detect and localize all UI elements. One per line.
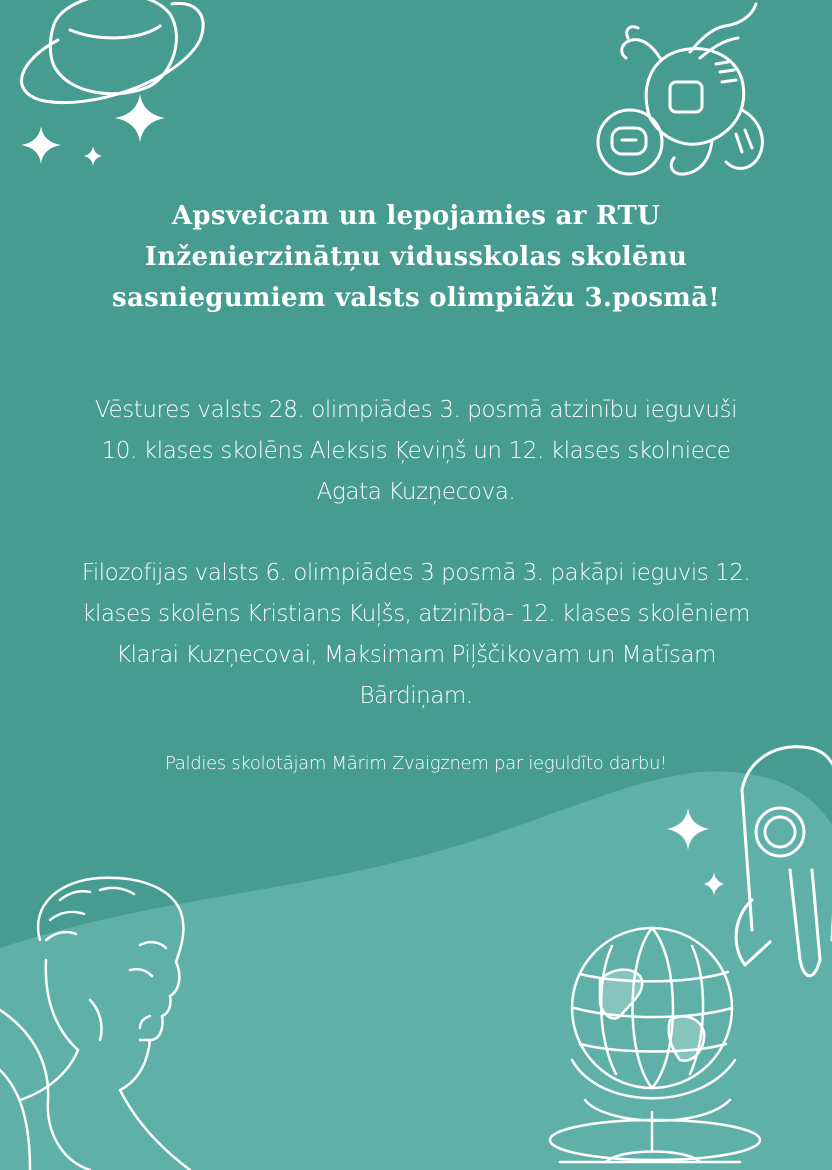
philosophy-olympiad-paragraph (0, 553, 832, 717)
paragraph-line: Klarai Kuzņecovai, Maksimam Piļščikovam un Matīsam (116, 642, 716, 668)
title-line: sasniegumiem valsts olimpiāžu 3.posmā! (112, 283, 720, 313)
history-olympiad-paragraph (0, 390, 832, 513)
paragraph-line: klases skolēns Kristians Kuļšs, atzinība- 12. klases skolēniem (82, 601, 750, 627)
title-line: Inženierzinātņu vidusskolas skolēnu (144, 242, 688, 272)
paragraph-line: 10. klases skolēns Aleksis Ķeviņš un 12. klases skolniece (101, 438, 731, 464)
thanks-note: Paldies skolotājam Mārim Zvaigznem par ieguldīto darbu! (165, 753, 667, 774)
poster-title (20, 196, 812, 319)
title-line: Apsveicam un lepojamies ar RTU (171, 201, 661, 231)
paragraph-line: Filozofijas valsts 6. olimpiādes 3 posmā 3. pakāpi ieguvis 12. (81, 560, 751, 586)
paragraph-line: Agata Kuzņecova. (316, 479, 516, 505)
paragraph-line: Vēstures valsts 28. olimpiādes 3. posmā atzinību ieguvuši (94, 397, 738, 423)
paragraph-line: Bārdiņam. (359, 683, 473, 709)
